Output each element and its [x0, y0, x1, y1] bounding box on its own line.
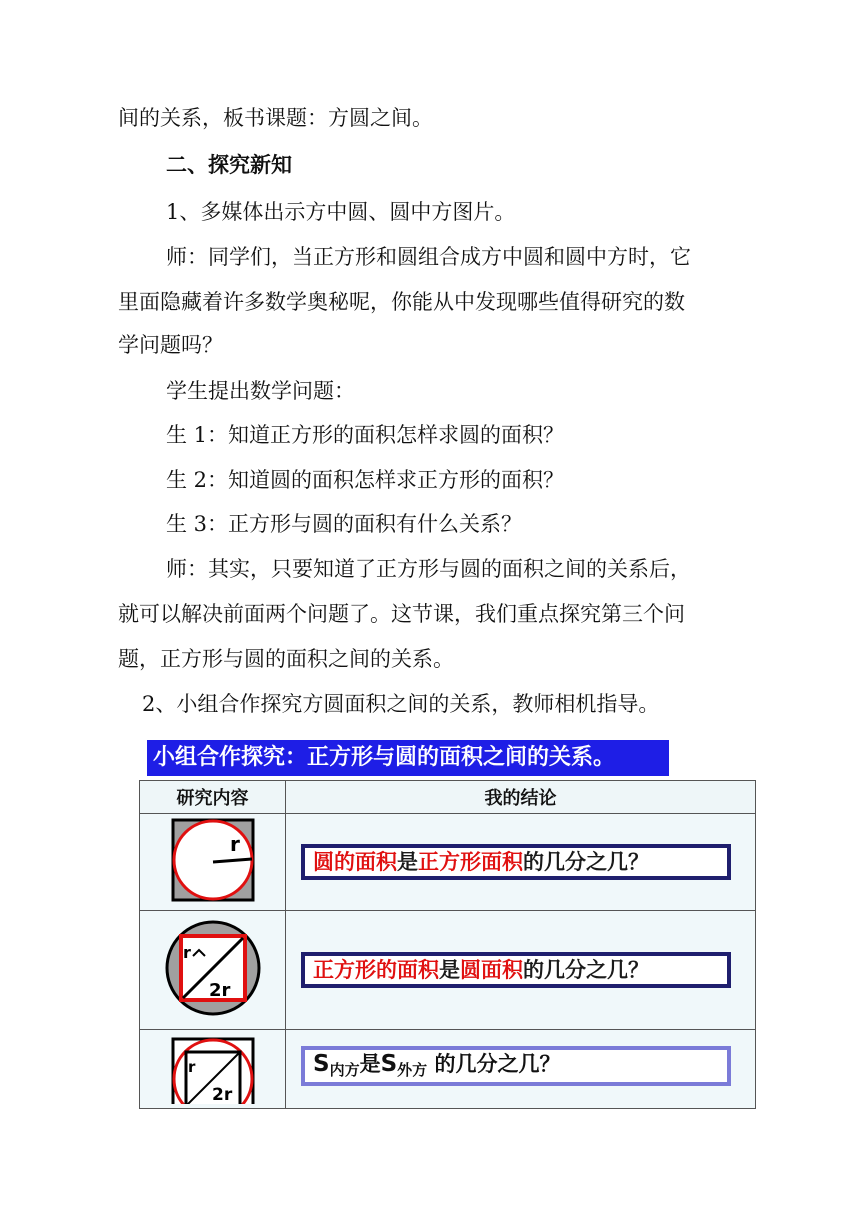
research-table: [139, 780, 756, 1109]
text-s: S: [313, 1051, 330, 1077]
header-research-content: 研究内容: [140, 781, 286, 814]
conclusion-box: [301, 952, 731, 988]
conclusion-cell: [286, 911, 756, 1030]
circle-in-square-figure: [170, 817, 256, 903]
text-dark: 是: [359, 1051, 381, 1076]
subscript-outer-square: 外方: [397, 1061, 428, 1079]
text-dark: 的几分之几？: [427, 1051, 561, 1076]
text-dark: 的几分之几？: [523, 849, 649, 874]
diameter-label: 2r: [208, 980, 230, 1001]
conclusion-box: [301, 1046, 731, 1086]
figure-cell: [140, 1030, 286, 1109]
table-row: [140, 814, 756, 911]
radius-label: r: [187, 1058, 195, 1076]
paragraph-line: 生 1：知道正方形的面积怎样求圆的面积？: [166, 423, 565, 447]
text-red: 圆面积: [460, 957, 523, 982]
paragraph-line: 里面隐藏着许多数学奥秘呢，你能从中发现哪些值得研究的数: [118, 290, 685, 314]
paragraph-line: 2、小组合作探究方圆面积之间的关系，教师相机指导。: [142, 692, 660, 716]
figure-cell: [140, 814, 286, 911]
square-in-circle-figure: [163, 918, 263, 1018]
paragraph-line: 1、多媒体出示方中圆、圆中方图片。: [166, 200, 516, 224]
table-row: [140, 911, 756, 1030]
figure-cell: [140, 911, 286, 1030]
text-red: 正方形的面积: [313, 957, 439, 982]
paragraph-line: 间的关系，板书课题：方圆之间。: [118, 106, 433, 130]
text-dark: 是: [439, 957, 460, 982]
paragraph-line: 师：同学们，当正方形和圆组合成方中圆和圆中方时，它: [166, 245, 691, 269]
text-s: S: [380, 1051, 398, 1077]
paragraph-line: 题，正方形与圆的面积之间的关系。: [118, 647, 454, 671]
conclusion-cell: [286, 1030, 756, 1109]
table-header-row: [140, 781, 756, 814]
text-dark: 是: [397, 849, 418, 874]
section-heading: 二、探究新知: [166, 153, 292, 177]
nested-square-circle-figure: [170, 1030, 256, 1104]
text-red: 正方形面积: [418, 849, 523, 874]
conclusion-cell: [286, 814, 756, 911]
paragraph-line: 师：其实，只要知道了正方形与圆的面积之间的关系后，: [166, 557, 691, 581]
radius-label: r: [229, 832, 240, 856]
subscript-inner-square: 内方: [329, 1061, 360, 1079]
diameter-label: 2r: [211, 1085, 232, 1104]
text-red: 圆的面积: [313, 849, 397, 874]
text-dark: 的几分之几？: [523, 957, 649, 982]
paragraph-line: 学问题吗？: [118, 333, 223, 357]
paragraph-line: 就可以解决前面两个问题了。这节课，我们重点探究第三个问: [118, 602, 685, 626]
paragraph-line: 生 2：知道圆的面积怎样求正方形的面积？: [166, 468, 565, 492]
paragraph-line: 学生提出数学问题：: [166, 379, 355, 403]
paragraph-line: 生 3：正方形与圆的面积有什么关系？: [166, 512, 523, 536]
conclusion-box: [301, 844, 731, 880]
slide-figure: [139, 740, 755, 1106]
radius-label: r: [182, 943, 191, 962]
slide-banner: 小组合作探究：正方形与圆的面积之间的关系。: [147, 740, 669, 776]
header-my-conclusion: 我的结论: [286, 781, 756, 814]
table-row: [140, 1030, 756, 1109]
